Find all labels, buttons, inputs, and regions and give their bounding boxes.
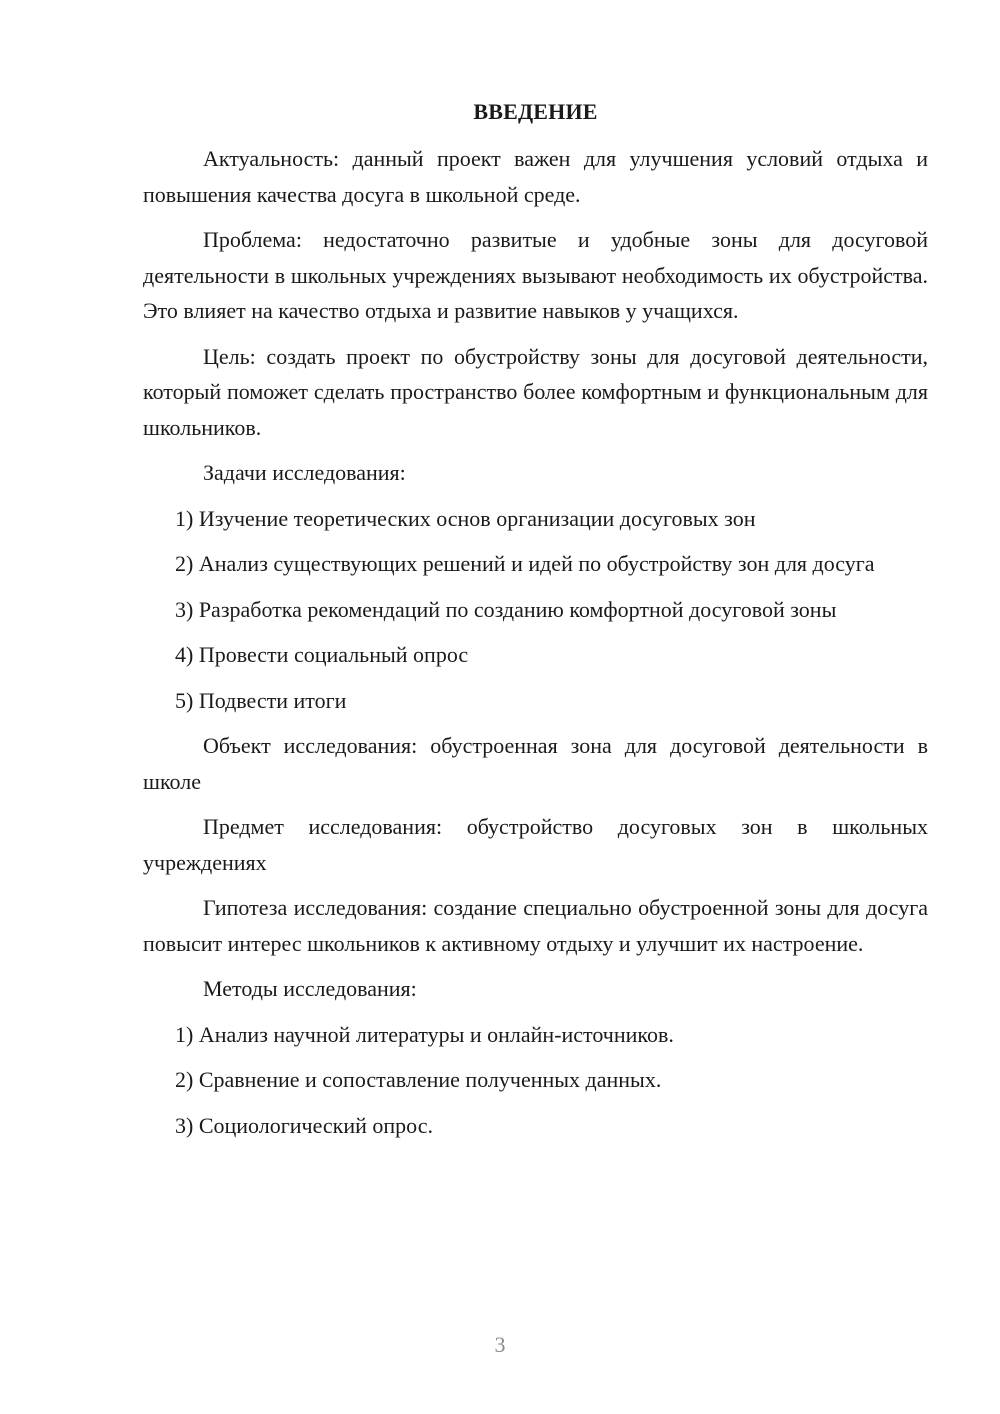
paragraph-goal: Цель: создать проект по обустройству зоны для досуговой деятельности, который поможет сделать пространство более комфортным и функциональным для школьников. bbox=[143, 343, 928, 440]
task-item-1: 1) Изучение теоретических основ организации досуговых зон bbox=[175, 505, 756, 531]
paragraph-hypothesis: Гипотеза исследования: создание специально обустроенной зоны для досуга повысит интерес школьников к активному отдыху и улучшит их настроение. bbox=[143, 895, 928, 956]
paragraph-problem: Проблема: недостаточно развитые и удобные зоны для досуговой деятельности в школьных учреждениях вызывают необходимость их обустройства. Это влияет на качество отдыха и развитие навыков у учащихся. bbox=[143, 227, 928, 323]
paragraph-object: Объект исследования: обустроенная зона для досуговой деятельности в школе bbox=[143, 733, 928, 794]
task-item-2: 2) Анализ существующих решений и идей по обустройству зон для досуга bbox=[175, 551, 875, 576]
task-item-5: 5) Подвести итоги bbox=[175, 687, 347, 713]
task-item-4: 4) Провести социальный опрос bbox=[175, 642, 469, 667]
section-heading: ВВЕДЕНИЕ bbox=[473, 99, 598, 124]
document-page bbox=[143, 95, 928, 1153]
methods-heading: Методы исследования: bbox=[203, 976, 417, 1001]
method-item-1: 1) Анализ научной литературы и онлайн-источников. bbox=[175, 1021, 674, 1047]
paragraph-subject: Предмет исследования: обустройство досуговых зон в школьных учреждениях bbox=[143, 814, 928, 875]
method-item-2: 2) Сравнение и сопоставление полученных данных. bbox=[175, 1067, 662, 1092]
page-number: 3 bbox=[494, 1332, 506, 1357]
paragraph-relevance: Актуальность: данный проект важен для улучшения условий отдыха и повышения качества досуга в школьной среде. bbox=[143, 146, 928, 207]
task-item-3: 3) Разработка рекомендаций по созданию комфортной досуговой зоны bbox=[175, 596, 837, 622]
method-item-3: 3) Социологический опрос. bbox=[175, 1112, 433, 1138]
tasks-heading: Задачи исследования: bbox=[203, 460, 406, 485]
